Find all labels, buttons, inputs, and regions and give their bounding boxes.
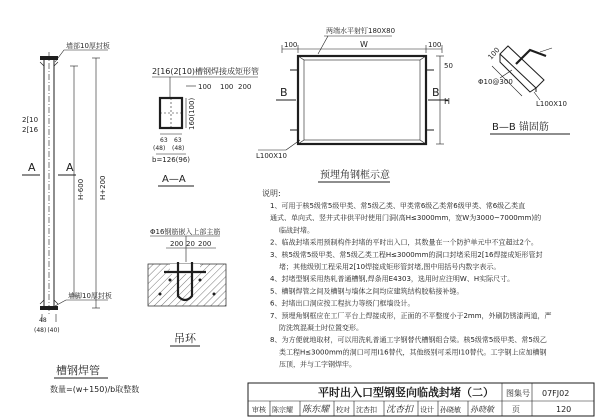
note-line: 7、预埋角钢框应在工厂平台上焊接成形，正面的不平整度小于2mm，外刷防锈漆两道，严: [270, 311, 552, 320]
dim-h-minus-600: H-600: [77, 178, 85, 200]
section-bb-title: B—B 锚固筋: [492, 122, 549, 133]
anchor-bar: [516, 50, 546, 64]
anchor-bar-label: Φ16钢筋嵌入上部主筋: [150, 228, 221, 236]
check-label: 校对: [336, 406, 350, 414]
note-line: 3、核5级常5级甲类、常5级乙类工程H≤3000mm的洞口封堵采用2[16焊接成矩形管封: [270, 250, 543, 259]
top-ring-label: 墙部10厚封板: [66, 42, 110, 50]
pipe-view: [22, 41, 139, 394]
note-line: 防洗筑混凝土时位置变形。: [279, 324, 363, 332]
design-label: 设计: [420, 406, 434, 414]
atlas-number: 07FJ02: [542, 389, 570, 398]
pipe-body: [44, 58, 54, 308]
reviewer-name: 陈宗耀: [272, 406, 293, 414]
anchor-dim-200b: 200: [198, 240, 212, 248]
section-aa-dim-48b: (48): [172, 145, 185, 152]
note-line: 5、槽钢焊管之间及槽钢与墙体之间均应建筑结构胶粘接补缝。: [270, 287, 464, 296]
section-bb-bar-label: Φ10@300: [478, 78, 513, 86]
note-line: 堵；其他级别工程采用2[10焊接成矩形管封堵,图中用括号内数字表示。: [279, 263, 501, 271]
frame-view-title: 预埋角钢框示意: [320, 170, 390, 181]
note-line: 压顶，并与工字钢焊牢。: [279, 360, 356, 369]
frame-top-callout: 两端水平射钉180X80: [326, 27, 396, 35]
notes-list: [270, 201, 552, 370]
dim-b48-b40: (48)(40): [34, 327, 60, 334]
cut-label-a-right: A: [66, 161, 74, 174]
anchor-dim-20: 20: [186, 240, 195, 248]
section-aa-dim-height: 160(100): [188, 97, 196, 130]
frame-cut-label-b-right: B: [432, 86, 440, 99]
frame-cut-label-b-left: B: [280, 86, 288, 99]
drawing-main-title: 平时出入口型钢竖向临战封堵（二）: [318, 386, 494, 399]
size-2c16: 2[16: [22, 126, 39, 134]
note-line: 6、封堵出口洞应按工程抗力等级门框墙设计。: [270, 299, 415, 308]
designer-signature: 孙晓敏: [470, 405, 494, 414]
section-bb-angle-label: L100X10: [536, 100, 567, 108]
anchor-view-title: 吊环: [174, 332, 196, 345]
page-label: 页: [512, 405, 520, 414]
designer-name: 孙晓敏: [440, 406, 461, 414]
section-aa-dim-63b: 63: [174, 137, 182, 144]
dim-h-plus-200: H+200: [99, 175, 107, 200]
notes-heading: 说明:: [262, 189, 281, 198]
review-label: 审核: [252, 406, 266, 414]
section-aa-dim-100b: 100: [220, 83, 234, 91]
top-end-plate: [40, 56, 58, 60]
note-line: 2、临战封堵采用预制构件封堵的平时出入口，其数量在一个防护单元中不宜超过2个。: [270, 238, 538, 247]
pipe-view-title: 槽钢焊管: [56, 364, 100, 377]
section-a-a: [152, 66, 259, 186]
anchor-view: [148, 227, 226, 346]
note-line: 通式、单向式、竖井式非供平时使用门洞(高H≤3000mm，宽W为3000~7000mm)的: [270, 214, 542, 223]
note-line: 4、封堵型钢采用热轧普通槽钢,焊条用E4303，选用时应注明W、H实际尺寸。: [270, 275, 515, 284]
frame-dim-100-left: 100: [284, 41, 298, 49]
section-aa-dim-200: 200: [238, 83, 252, 91]
frame-dim-w: W: [360, 40, 368, 49]
cut-label-a-left: A: [28, 161, 36, 174]
note-line: 1、可用于核5级常5级甲类、常5级乙类、甲类常6级乙类常6级甲类、常6级乙类直: [270, 202, 526, 210]
note-line: 8、为方便就地取材，可以用洗轧普通工字钢替代槽钢组合梁。核5级常5级甲类、常5级乙: [270, 336, 547, 345]
quantity-note: 数量=(w+150)/b取整数: [50, 385, 140, 394]
section-b-b: [478, 46, 570, 134]
checker-signature: 沈杏扣: [386, 405, 414, 415]
frame-dim-50: 50: [444, 62, 453, 70]
section-bb-dim-100: 100: [486, 46, 502, 62]
notes-block: [262, 188, 552, 370]
section-aa-dim-63a: 63: [160, 137, 168, 144]
section-aa-dim-48a: (48): [153, 145, 166, 152]
section-aa-dim-100a: 100: [198, 83, 212, 91]
frame-dim-100-right: 100: [428, 41, 442, 49]
section-aa-title: A—A: [162, 174, 186, 185]
anchor-dim-200a: 200: [170, 240, 184, 248]
title-block: [248, 383, 594, 416]
size-2c10: 2[10: [22, 116, 39, 124]
page-number: 120: [556, 405, 572, 414]
bottom-ring-label: 墙脚10厚封板: [68, 292, 112, 300]
angle-frame-inner: [304, 60, 420, 140]
reviewer-signature: 陈东耀: [302, 405, 330, 415]
checker-name: 沈杏扣: [356, 406, 377, 414]
note-line: 类工程H≤3000mm的洞口可用I16替代，其他级别可采用I10替代。工字钢上应加槽钢: [279, 348, 547, 357]
frame-dim-h: H: [444, 97, 451, 106]
bottom-end-plate: [40, 306, 58, 310]
dim-48: 48: [39, 317, 47, 324]
angle-frame-outer: [298, 56, 426, 144]
section-aa-callout: 2[16(2[10)槽钢焊接成矩形管: [152, 67, 260, 76]
section-aa-width: b=126(96): [152, 156, 191, 164]
note-line: 临战封堵。: [279, 226, 314, 235]
frame-view: [256, 26, 453, 182]
atlas-number-label: 图集号: [506, 389, 530, 398]
frame-angle-label: L100X10: [256, 152, 287, 160]
